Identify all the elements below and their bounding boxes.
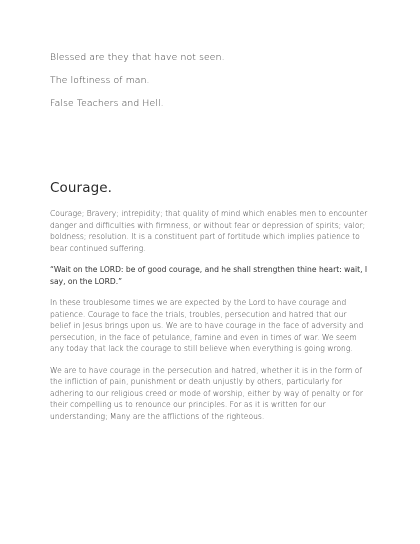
article-title: Courage. [50, 180, 113, 196]
table-of-contents [50, 52, 370, 121]
toc-link-blessed[interactable]: Blessed are they that have not seen. [50, 52, 225, 63]
toc-link-loftiness[interactable]: The loftiness of man. [50, 75, 150, 86]
scripture-quote: “Wait on the LORD: be of good courage, and he shall strengthen thine heart: wait, I say, on the LORD.” [50, 265, 368, 286]
toc-link-false-teachers[interactable]: False Teachers and Hell. [50, 98, 164, 109]
definition-paragraph: Courage; Bravery; intrepidity; that quality of mind which enables men to encounter danger and difficulties with firmness, or without fear or depression of spirits; valor; boldness; resolution. It is a constituent part of fortitude which implies patience to bear continued suffering. [50, 209, 368, 253]
body-paragraph: In these troublesome times we are expected by the Lord to have courage and patience. Courage to face the trials, troubles, persecution and hatred that our belief in Jesus brings upon us. We are to have courage in the face of adversity and persecution, in the face of petulance, famine and even in times of war. We seem any today that lack the courage to still believe when everything is going wrong. [50, 298, 364, 353]
article-section [50, 181, 370, 432]
body-paragraph: We are to have courage in the persecution and hatred, whether it is in the form of the infliction of pain, punishment or death unjustly by others, particularly for adhering to our religious creed or mode of worship, either by way of penalty or for their compelling us to renounce our principles. For as it is written for our understanding; Many are the afflictions of the righteous. [50, 365, 364, 421]
